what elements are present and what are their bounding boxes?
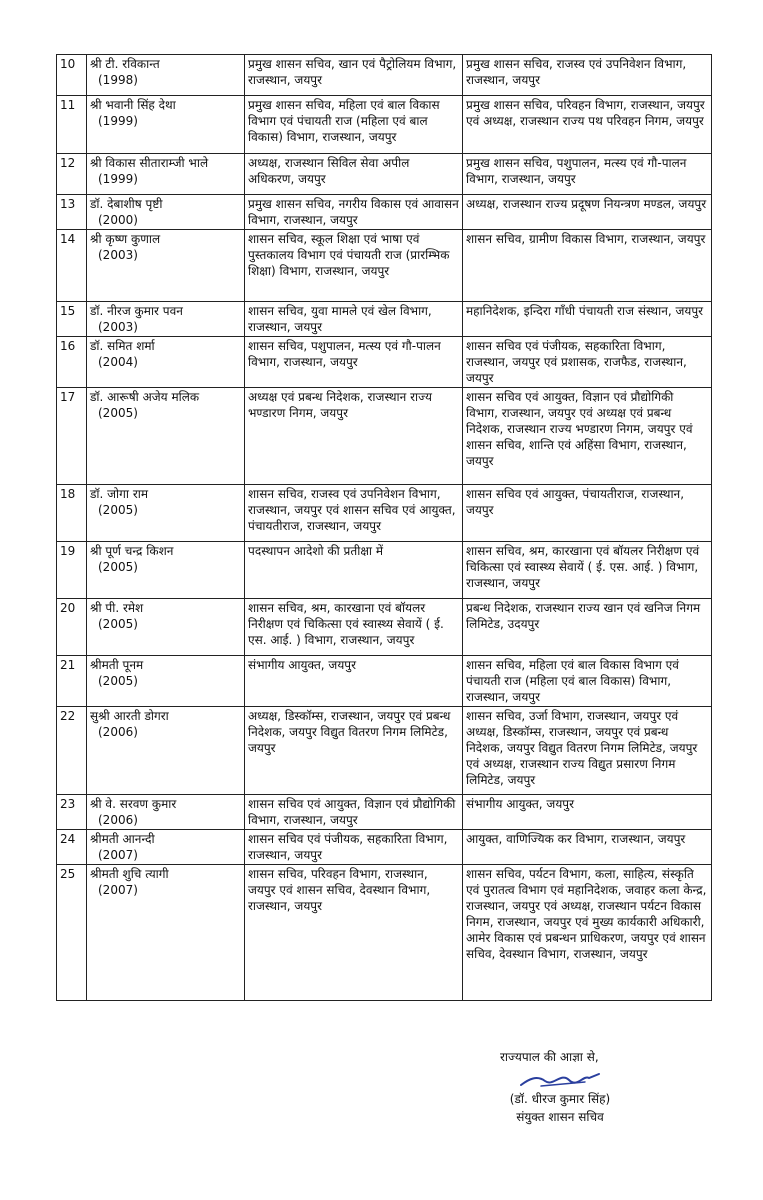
serial-number: 24 xyxy=(60,832,76,846)
officer-cell xyxy=(87,830,245,865)
serial-number: 22 xyxy=(60,709,76,723)
table-row xyxy=(57,230,712,302)
new-posting: प्रमुख शासन सचिव, पशुपालन, मत्स्य एवं गौ-पालन विभाग, राजस्थान, जयपुर xyxy=(463,154,712,195)
officer-cell xyxy=(87,656,245,707)
serial-number: 20 xyxy=(60,601,76,615)
serial-number: 10 xyxy=(60,57,76,71)
table-row xyxy=(57,195,712,230)
current-posting: अध्यक्ष, डिस्कॉम्स, राजस्थान, जयपुर एवं प्रबन्ध निदेशक, जयपुर विद्युत वितरण निगम लिमिटेड, जयपुर xyxy=(245,707,463,795)
batch-year: (2007) xyxy=(98,883,138,897)
batch-year: (1999) xyxy=(98,172,138,186)
serial-number: 12 xyxy=(60,156,76,170)
officer-cell xyxy=(87,230,245,302)
table-row xyxy=(57,337,712,388)
officer-name: श्री वे. सरवण कुमार xyxy=(90,797,177,811)
new-posting: महानिदेशक, इन्दिरा गाँधी पंचायती राज संस्थान, जयपुर xyxy=(463,302,712,337)
table-row xyxy=(57,154,712,195)
officer-cell xyxy=(87,599,245,656)
officer-cell xyxy=(87,337,245,388)
officer-cell xyxy=(87,55,245,96)
serial-cell xyxy=(57,599,87,656)
serial-number: 16 xyxy=(60,339,76,353)
current-posting: शासन सचिव, पशुपालन, मत्स्य एवं गौ-पालन विभाग, राजस्थान, जयपुर xyxy=(245,337,463,388)
batch-year: (2003) xyxy=(98,248,138,262)
serial-number: 19 xyxy=(60,544,76,558)
new-posting: शासन सचिव एवं आयुक्त, विज्ञान एवं प्रौद्योगिकी विभाग, राजस्थान, जयपुर एवं अध्यक्ष एवं प्रबन्ध निदेशक, राजस्थान राज्य भण्डारण निगम, जयपुर एवं शासन सचिव, शान्ति एवं अहिंसा विभाग, राजस्थान, जयपुर xyxy=(463,388,712,485)
batch-year: (2006) xyxy=(98,813,138,827)
table-row xyxy=(57,302,712,337)
new-posting: प्रमुख शासन सचिव, राजस्व एवं उपनिवेशन विभाग, राजस्थान, जयपुर xyxy=(463,55,712,96)
serial-number: 18 xyxy=(60,487,76,501)
serial-number: 15 xyxy=(60,304,76,318)
table-row xyxy=(57,542,712,599)
serial-cell xyxy=(57,542,87,599)
serial-cell xyxy=(57,656,87,707)
officer-name: श्री पी. रमेश xyxy=(90,601,144,615)
officer-name: श्री पूर्ण चन्द्र किशन xyxy=(90,544,174,558)
table-row xyxy=(57,485,712,542)
transfer-table-body xyxy=(57,55,712,1001)
officer-name: डॉ. आरूषी अजेय मलिक xyxy=(90,390,200,404)
current-posting: अध्यक्ष एवं प्रबन्ध निदेशक, राजस्थान राज्य भण्डारण निगम, जयपुर xyxy=(245,388,463,485)
officer-name: सुश्री आरती डोगरा xyxy=(90,709,169,723)
new-posting: आयुक्त, वाणिज्यिक कर विभाग, राजस्थान, जयपुर xyxy=(463,830,712,865)
officer-cell xyxy=(87,388,245,485)
serial-cell xyxy=(57,195,87,230)
officer-cell xyxy=(87,707,245,795)
batch-year: (2000) xyxy=(98,213,138,227)
new-posting: शासन सचिव एवं पंजीयक, सहकारिता विभाग, राजस्थान, जयपुर एवं प्रशासक, राजफैड, राजस्थान, जयपुर xyxy=(463,337,712,388)
current-posting: शासन सचिव एवं पंजीयक, सहकारिता विभाग, राजस्थान, जयपुर xyxy=(245,830,463,865)
serial-cell xyxy=(57,707,87,795)
officer-cell xyxy=(87,302,245,337)
serial-cell xyxy=(57,55,87,96)
table-row xyxy=(57,55,712,96)
new-posting: प्रमुख शासन सचिव, परिवहन विभाग, राजस्थान, जयपुर एवं अध्यक्ष, राजस्थान राज्य पथ परिवहन निगम, जयपुर xyxy=(463,96,712,154)
serial-cell xyxy=(57,302,87,337)
serial-number: 25 xyxy=(60,867,76,881)
current-posting: शासन सचिव, परिवहन विभाग, राजस्थान, जयपुर एवं शासन सचिव, देवस्थान विभाग, राजस्थान, जयपुर xyxy=(245,865,463,1001)
batch-year: (2005) xyxy=(98,503,138,517)
officer-name: श्री भवानी सिंह देथा xyxy=(90,98,176,112)
batch-year: (2005) xyxy=(98,674,138,688)
new-posting: शासन सचिव, पर्यटन विभाग, कला, साहित्य, संस्कृति एवं पुरातत्व विभाग एवं महानिदेशक, जवाहर कला केन्द्र, राजस्थान, जयपुर एवं अध्यक्ष, राजस्थान पर्यटन विकास निगम, राजस्थान, जयपुर एवं मुख्य कार्यकारी अधिकारी, आमेर विकास एवं प्रबन्धन प्राधिकरण, जयपुर एवं शासन सचिव, देवस्थान विभाग, राजस्थान, जयपुर xyxy=(463,865,712,1001)
serial-number: 13 xyxy=(60,197,76,211)
serial-cell xyxy=(57,96,87,154)
signature-icon xyxy=(515,1068,605,1090)
serial-cell xyxy=(57,795,87,830)
batch-year: (2007) xyxy=(98,848,138,862)
batch-year: (1998) xyxy=(98,73,138,87)
serial-number: 23 xyxy=(60,797,76,811)
new-posting: संभागीय आयुक्त, जयपुर xyxy=(463,795,712,830)
officer-cell xyxy=(87,542,245,599)
batch-year: (2005) xyxy=(98,617,138,631)
new-posting: शासन सचिव, उर्जा विभाग, राजस्थान, जयपुर एवं अध्यक्ष, डिस्कॉम्स, राजस्थान, जयपुर एवं प्रबन्ध निदेशक, जयपुर विद्युत वितरण निगम लिमिटेड, जयपुर एवं अध्यक्ष, राजस्थान राज्य विद्युत प्रसारण निगम लिमिटेड, जयपुर xyxy=(463,707,712,795)
officer-cell xyxy=(87,154,245,195)
order-line: राज्यपाल की आज्ञा से, xyxy=(500,1050,599,1064)
serial-number: 14 xyxy=(60,232,76,246)
new-posting: शासन सचिव, श्रम, कारखाना एवं बॉयलर निरीक्षण एवं चिकित्सा एवं स्वास्थ्य सेवायें ( ई. एस. आई. ) विभाग, राजस्थान, जयपुर xyxy=(463,542,712,599)
current-posting: पदस्थापन आदेशो की प्रतीक्षा में xyxy=(245,542,463,599)
new-posting: प्रबन्ध निदेशक, राजस्थान राज्य खान एवं खनिज निगम लिमिटेड, उदयपुर xyxy=(463,599,712,656)
officer-name: डॉ. नीरज कुमार पवन xyxy=(90,304,183,318)
serial-cell xyxy=(57,337,87,388)
new-posting: शासन सचिव, महिला एवं बाल विकास विभाग एवं पंचायती राज (महिला एवं बाल विकास) विभाग, राजस्थान, जयपुर xyxy=(463,656,712,707)
officer-name: डॉ. देबाशीष पृष्टी xyxy=(90,197,163,211)
current-posting: शासन सचिव, युवा मामले एवं खेल विभाग, राजस्थान, जयपुर xyxy=(245,302,463,337)
current-posting: अध्यक्ष, राजस्थान सिविल सेवा अपील अधिकरण, जयपुर xyxy=(245,154,463,195)
current-posting: संभागीय आयुक्त, जयपुर xyxy=(245,656,463,707)
officer-cell xyxy=(87,195,245,230)
batch-year: (1999) xyxy=(98,114,138,128)
table-row xyxy=(57,795,712,830)
current-posting: शासन सचिव, राजस्व एवं उपनिवेशन विभाग, राजस्थान, जयपुर एवं शासन सचिव एवं आयुक्त, पंचायतीराज, राजस्थान, जयपुर xyxy=(245,485,463,542)
batch-year: (2003) xyxy=(98,320,138,334)
batch-year: (2004) xyxy=(98,355,138,369)
table-row xyxy=(57,656,712,707)
serial-number: 17 xyxy=(60,390,76,404)
officer-name: डॉ. जोगा राम xyxy=(90,487,149,501)
serial-number: 11 xyxy=(60,98,76,112)
signatory-name: (डॉ. धीरज कुमार सिंह) xyxy=(509,1092,611,1106)
serial-cell xyxy=(57,230,87,302)
serial-cell xyxy=(57,485,87,542)
officer-cell xyxy=(87,96,245,154)
signature-block xyxy=(440,1048,680,1126)
transfer-table xyxy=(56,54,712,1001)
new-posting: शासन सचिव, ग्रामीण विकास विभाग, राजस्थान, जयपुर xyxy=(463,230,712,302)
table-row xyxy=(57,865,712,1001)
current-posting: प्रमुख शासन सचिव, महिला एवं बाल विकास विभाग एवं पंचायती राज (महिला एवं बाल विकास) विभाग, राजस्थान, जयपुर xyxy=(245,96,463,154)
officer-name: श्रीमती आनन्दी xyxy=(90,832,155,846)
table-row xyxy=(57,96,712,154)
officer-cell xyxy=(87,485,245,542)
table-row xyxy=(57,388,712,485)
current-posting: शासन सचिव एवं आयुक्त, विज्ञान एवं प्रौद्योगिकी विभाग, राजस्थान, जयपुर xyxy=(245,795,463,830)
current-posting: शासन सचिव, श्रम, कारखाना एवं बॉयलर निरीक्षण एवं चिकित्सा एवं स्वास्थ्य सेवायें ( ई. एस. आई. ) विभाग, राजस्थान, जयपुर xyxy=(245,599,463,656)
table-row xyxy=(57,599,712,656)
batch-year: (2005) xyxy=(98,406,138,420)
officer-name: डॉ. समित शर्मा xyxy=(90,339,155,353)
batch-year: (2006) xyxy=(98,725,138,739)
serial-cell xyxy=(57,388,87,485)
table-row xyxy=(57,707,712,795)
new-posting: शासन सचिव एवं आयुक्त, पंचायतीराज, राजस्थान, जयपुर xyxy=(463,485,712,542)
officer-cell xyxy=(87,865,245,1001)
current-posting: शासन सचिव, स्कूल शिक्षा एवं भाषा एवं पुस्तकालय विभाग एवं पंचायती राज (प्रारम्भिक शिक्षा) विभाग, राजस्थान, जयपुर xyxy=(245,230,463,302)
officer-name: श्री विकास सीताराम्जी भाले xyxy=(90,156,209,170)
current-posting: प्रमुख शासन सचिव, खान एवं पैट्रोलियम विभाग, राजस्थान, जयपुर xyxy=(245,55,463,96)
signatory-designation: संयुक्त शासन सचिव xyxy=(516,1110,604,1124)
current-posting: प्रमुख शासन सचिव, नगरीय विकास एवं आवासन विभाग, राजस्थान, जयपुर xyxy=(245,195,463,230)
batch-year: (2005) xyxy=(98,560,138,574)
officer-name: श्री कृष्ण कुणाल xyxy=(90,232,161,246)
new-posting: अध्यक्ष, राजस्थान राज्य प्रदूषण नियन्त्रण मण्डल, जयपुर xyxy=(463,195,712,230)
officer-cell xyxy=(87,795,245,830)
serial-cell xyxy=(57,865,87,1001)
table-row xyxy=(57,830,712,865)
serial-cell xyxy=(57,830,87,865)
serial-number: 21 xyxy=(60,658,76,672)
officer-name: श्रीमती पूनम xyxy=(90,658,144,672)
officer-name: श्रीमती शुचि त्यागी xyxy=(90,867,169,881)
officer-name: श्री टी. रविकान्त xyxy=(90,57,160,71)
serial-cell xyxy=(57,154,87,195)
